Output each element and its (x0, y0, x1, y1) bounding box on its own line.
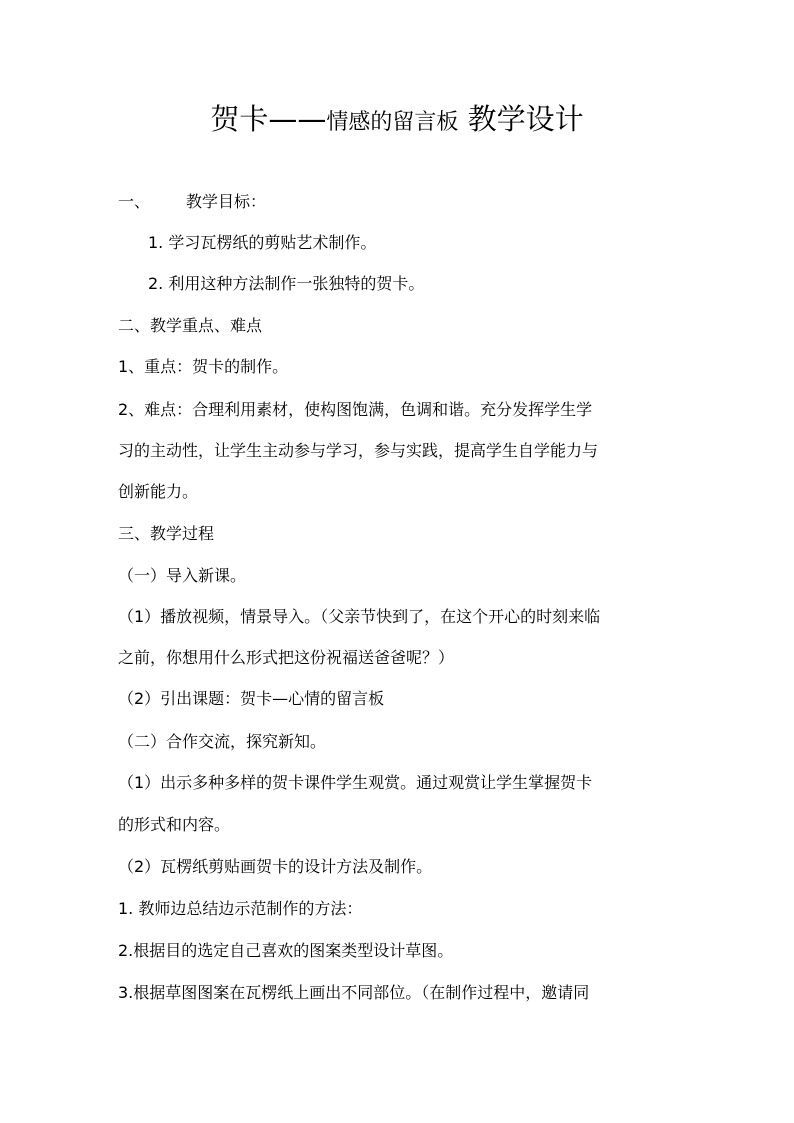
section-1-heading (118, 192, 678, 212)
section-1-title: 教学目标： (186, 192, 267, 211)
goal-item-1: 1. 学习瓦楞纸的剪贴艺术制作。 (148, 233, 377, 252)
difficulty-line-2: 习的主动性，让学生主动参与学习，参与实践，提高学生自学能力与 (118, 441, 599, 460)
intro-line-2: 之前，你想用什么形式把这份祝福送爸爸呢？） (118, 648, 455, 667)
title-part-1: 贺卡—— (210, 102, 327, 136)
section-1-number: 一、 (118, 192, 151, 211)
topic-line: （2）引出课题：贺卡—心情的留言板 (118, 689, 385, 708)
subsection-1-heading: （一）导入新课。 (118, 566, 247, 585)
showcase-line-1: （1）出示多种多样的贺卡课件学生观赏。通过观赏让学生掌握贺卡 (118, 773, 593, 792)
step-1: 1. 教师边总结边示范制作的方法： (118, 899, 363, 918)
intro-line-1: （1）播放视频，情景导入。（父亲节快到了，在这个开心的时刻来临 (118, 607, 601, 626)
section-2-heading: 二、教学重点、难点 (118, 316, 263, 335)
step-3: 3.根据草图图案在瓦楞纸上画出不同部位。（在制作过程中，邀请同 (118, 983, 590, 1002)
document-title (0, 95, 794, 148)
subsection-2-heading: （二）合作交流，探究新知。 (118, 732, 327, 751)
showcase-line-2: 的形式和内容。 (118, 815, 231, 834)
difficulty-line-3: 创新能力。 (118, 482, 199, 501)
key-point: 1、重点：贺卡的制作。 (118, 357, 289, 376)
section-3-heading: 三、教学过程 (118, 524, 215, 543)
method-line: （2）瓦楞纸剪贴画贺卡的设计方法及制作。 (118, 857, 433, 876)
title-part-2: 情感的留言板 (326, 110, 459, 135)
difficulty-line-1: 2、难点：合理利用素材，使构图饱满，色调和谐。充分发挥学生学 (118, 400, 593, 419)
step-2: 2.根据目的选定自己喜欢的图案类型设计草图。 (118, 941, 454, 960)
title-part-3: 教学设计 (458, 102, 584, 136)
goal-item-2: 2. 利用这种方法制作一张独特的贺卡。 (148, 274, 425, 293)
